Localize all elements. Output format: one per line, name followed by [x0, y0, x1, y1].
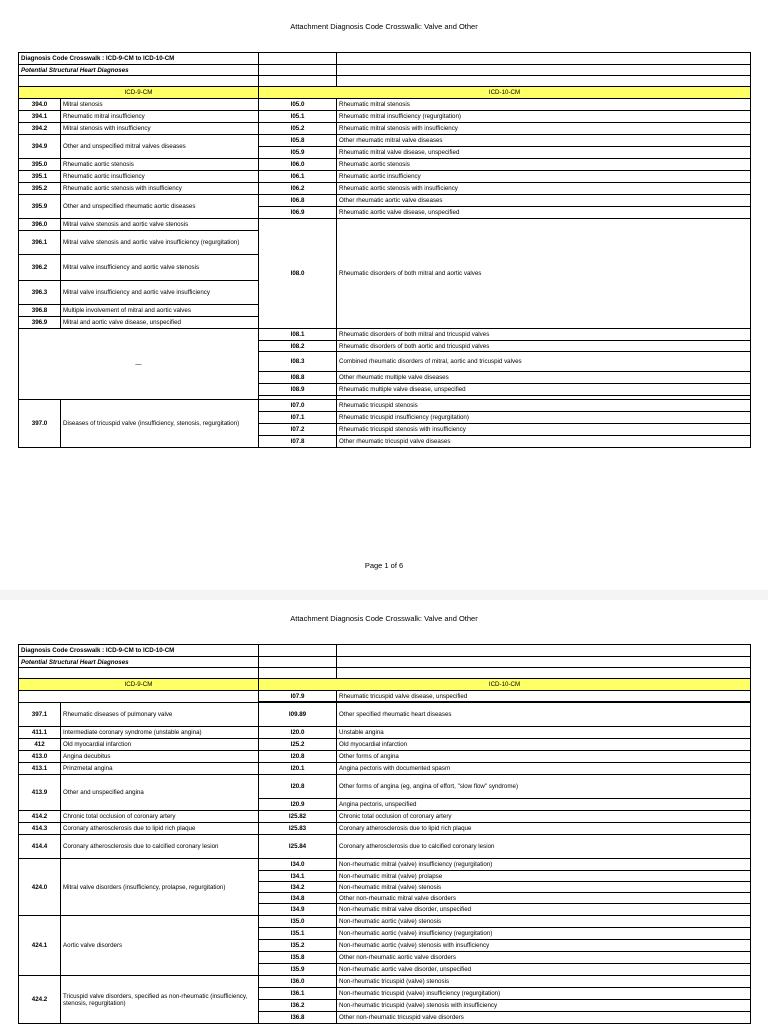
- table-row: [19, 329, 751, 341]
- icd10-code: I34.0: [259, 859, 337, 871]
- icd9-description: Coronary atherosclerosis due to lipid rich plaque: [61, 823, 259, 835]
- icd9-description: Rheumatic diseases of pulmonary valve: [61, 703, 259, 727]
- crosswalk-table-page-2: [18, 644, 751, 1024]
- table-row: [19, 823, 751, 835]
- table-row: [19, 811, 751, 823]
- icd10-code: I08.1: [259, 329, 337, 341]
- icd9-description: Mitral valve stenosis and aortic valve insufficiency (regurgitation): [61, 231, 259, 255]
- icd10-code: I35.9: [259, 964, 337, 976]
- no-icd9-equivalent: —: [19, 329, 259, 400]
- icd10-code: I08.0: [259, 219, 337, 329]
- icd10-description: Other specified rheumatic heart diseases: [337, 703, 751, 727]
- icd9-column-header: ICD-9-CM: [19, 679, 259, 691]
- page-number: Page 1 of 6: [364, 561, 404, 570]
- table-row: [19, 859, 751, 871]
- table-row: [19, 916, 751, 928]
- icd9-code: 396.0: [19, 219, 61, 231]
- icd9-code: 413.9: [19, 775, 61, 811]
- crosswalk-table-page-1: [18, 52, 751, 448]
- table-row: [19, 76, 751, 87]
- icd9-description: Mitral valve insufficiency and aortic valve insufficiency: [61, 281, 259, 305]
- icd10-description: Rheumatic aortic insufficiency: [337, 171, 751, 183]
- icd10-description: Non-rheumatic tricuspid (valve) stenosis with insufficiency: [337, 1000, 751, 1012]
- table-row: [19, 53, 751, 65]
- icd10-description: Rheumatic aortic valve disease, unspecified: [337, 207, 751, 219]
- table-row: [19, 739, 751, 751]
- icd10-description: Rheumatic tricuspid stenosis: [337, 400, 751, 412]
- icd10-code: I06.1: [259, 171, 337, 183]
- icd10-code: I05.9: [259, 147, 337, 159]
- icd10-description: Non-rheumatic mitral valve disorder, unspecified: [337, 904, 751, 916]
- page-2: [0, 600, 768, 1024]
- icd9-column-header: ICD-9-CM: [19, 87, 259, 99]
- icd9-description: Other and unspecified mitral valves diseases: [61, 135, 259, 159]
- icd10-description: Rheumatic mitral valve disease, unspecified: [337, 147, 751, 159]
- icd10-code: I06.8: [259, 195, 337, 207]
- table-row: [19, 751, 751, 763]
- icd10-code: I35.1: [259, 928, 337, 940]
- icd9-description: Mitral and aortic valve disease, unspecified: [61, 317, 259, 329]
- icd10-code: I34.1: [259, 871, 337, 882]
- table-row: [19, 159, 751, 171]
- icd9-code: 395.0: [19, 159, 61, 171]
- icd9-code: 414.3: [19, 823, 61, 835]
- icd10-code: I05.2: [259, 123, 337, 135]
- icd10-code: I20.0: [259, 727, 337, 739]
- icd10-code: I25.82: [259, 811, 337, 823]
- icd9-code: 396.3: [19, 281, 61, 305]
- table-row: [19, 976, 751, 988]
- icd9-description: Rheumatic aortic stenosis with insufficiency: [61, 183, 259, 195]
- icd9-code: 396.2: [19, 255, 61, 281]
- icd9-description: Coronary atherosclerosis due to calcified coronary lesion: [61, 835, 259, 859]
- icd9-code: 396.1: [19, 231, 61, 255]
- icd10-column-header: ICD-10-CM: [259, 679, 751, 691]
- icd10-code: I35.8: [259, 952, 337, 964]
- table-row: [19, 645, 751, 657]
- icd10-description: Old myocardial infarction: [337, 739, 751, 751]
- icd10-code: I08.2: [259, 341, 337, 352]
- icd10-code: I20.8: [259, 775, 337, 799]
- icd9-description: Aortic valve disorders: [61, 916, 259, 976]
- icd10-description: Rheumatic disorders of both aortic and tricuspid valves: [337, 341, 751, 352]
- icd10-code: I34.2: [259, 882, 337, 893]
- icd10-code: I06.2: [259, 183, 337, 195]
- icd9-description: Multiple involvement of mitral and aortic valves: [61, 305, 259, 317]
- icd9-description: Intermediate coronary syndrome (unstable angina): [61, 727, 259, 739]
- icd10-description: Chronic total occlusion of coronary artery: [337, 811, 751, 823]
- icd10-code: I09.89: [259, 703, 337, 727]
- icd10-description: Rheumatic tricuspid insufficiency (regurgitation): [337, 412, 751, 424]
- table-subtitle: Potential Structural Heart Diagnoses: [19, 657, 259, 668]
- icd9-description: Mitral valve disorders (insufficiency, prolapse, regurgitation): [61, 859, 259, 916]
- icd10-description: Rheumatic disorders of both mitral and tricuspid valves: [337, 329, 751, 341]
- icd9-code: 424.0: [19, 859, 61, 916]
- icd10-code: I07.2: [259, 424, 337, 436]
- icd10-description: Angina pectoris, unspecified: [337, 799, 751, 811]
- table-row: [19, 111, 751, 123]
- icd10-code: I05.1: [259, 111, 337, 123]
- icd9-code: 394.0: [19, 99, 61, 111]
- icd10-description: Other non-rheumatic tricuspid valve disorders: [337, 1012, 751, 1024]
- icd10-code: I07.0: [259, 400, 337, 412]
- table-row: [19, 691, 751, 702]
- icd9-code: 414.2: [19, 811, 61, 823]
- icd10-code: I07.1: [259, 412, 337, 424]
- table-subtitle: Potential Structural Heart Diagnoses: [19, 65, 259, 76]
- header-row: [19, 87, 751, 99]
- table-row: [19, 99, 751, 111]
- icd9-code: 395.2: [19, 183, 61, 195]
- icd10-description: Rheumatic mitral stenosis with insufficiency: [337, 123, 751, 135]
- icd9-description: Chronic total occlusion of coronary artery: [61, 811, 259, 823]
- icd9-code: 413.0: [19, 751, 61, 763]
- icd9-code: 413.1: [19, 763, 61, 775]
- icd10-description: Non-rheumatic aortic (valve) insufficiency (regurgitation): [337, 928, 751, 940]
- icd10-description: Other rheumatic tricuspid valve diseases: [337, 436, 751, 448]
- icd10-description: Rheumatic aortic stenosis with insufficiency: [337, 183, 751, 195]
- icd10-description: Coronary atherosclerosis due to lipid rich plaque: [337, 823, 751, 835]
- icd10-description: Rheumatic mitral insufficiency (regurgitation): [337, 111, 751, 123]
- icd10-description: Rheumatic aortic stenosis: [337, 159, 751, 171]
- table-row: [19, 183, 751, 195]
- icd10-description: Rheumatic multiple valve disease, unspecified: [337, 384, 751, 396]
- icd9-description: Tricuspid valve disorders, specified as non-rheumatic (insufficiency, stenosis, regurgitation): [61, 976, 259, 1024]
- icd10-code: I36.2: [259, 1000, 337, 1012]
- icd10-code: I36.8: [259, 1012, 337, 1024]
- icd9-description: Mitral stenosis: [61, 99, 259, 111]
- icd10-code: I34.9: [259, 904, 337, 916]
- icd9-description: Diseases of tricuspid valve (insufficiency, stenosis, regurgitation): [61, 400, 259, 448]
- icd10-description: Other non-rheumatic mitral valve disorders: [337, 893, 751, 904]
- icd10-description: Non-rheumatic aortic (valve) stenosis with insufficiency: [337, 940, 751, 952]
- icd10-description: Other rheumatic aortic valve diseases: [337, 195, 751, 207]
- icd9-code: 411.1: [19, 727, 61, 739]
- icd10-description: Non-rheumatic aortic valve disorder, unspecified: [337, 964, 751, 976]
- document-title: Attachment Diagnosis Code Crosswalk: Valve and Other: [290, 614, 478, 623]
- icd10-code: I07.8: [259, 436, 337, 448]
- icd9-description: Rheumatic aortic stenosis: [61, 159, 259, 171]
- icd10-description: Other forms of angina (eg, angina of effort, "slow flow" syndrome): [337, 775, 751, 799]
- icd10-description: Non-rheumatic mitral (valve) stenosis: [337, 882, 751, 893]
- icd9-description: Angina decubitus: [61, 751, 259, 763]
- table-row: [19, 135, 751, 147]
- table-row: [19, 171, 751, 183]
- icd10-code: I08.8: [259, 372, 337, 384]
- icd10-description: Other forms of angina: [337, 751, 751, 763]
- icd10-code: I20.1: [259, 763, 337, 775]
- icd10-code: I06.0: [259, 159, 337, 171]
- icd9-code: 397.0: [19, 400, 61, 448]
- table-row: [19, 668, 751, 679]
- table-row: [19, 400, 751, 412]
- icd10-code: I35.2: [259, 940, 337, 952]
- icd9-code: 397.1: [19, 703, 61, 727]
- icd10-description: Non-rheumatic mitral (valve) prolapse: [337, 871, 751, 882]
- icd10-column-header: ICD-10-CM: [259, 87, 751, 99]
- icd9-code: 424.2: [19, 976, 61, 1024]
- table-row: [19, 835, 751, 859]
- header-row: [19, 679, 751, 691]
- icd10-description: Non-rheumatic tricuspid (valve) stenosis: [337, 976, 751, 988]
- table-row: [19, 727, 751, 739]
- icd10-description: Rheumatic tricuspid valve disease, unspecified: [337, 691, 751, 702]
- page-separator: [0, 590, 768, 600]
- icd10-code: I35.0: [259, 916, 337, 928]
- icd10-code: I20.8: [259, 751, 337, 763]
- icd10-description: Other non-rheumatic aortic valve disorders: [337, 952, 751, 964]
- table-row: [19, 763, 751, 775]
- table-title: Diagnosis Code Crosswalk : ICD-9-CM to ICD-10-CM: [19, 645, 259, 657]
- icd10-code: I25.84: [259, 835, 337, 859]
- table-row: [19, 775, 751, 799]
- icd10-description: Unstable angina: [337, 727, 751, 739]
- icd10-description: Other rheumatic mitral valve diseases: [337, 135, 751, 147]
- icd9-code: 412: [19, 739, 61, 751]
- icd9-description: Mitral valve insufficiency and aortic valve stenosis: [61, 255, 259, 281]
- table-row: [19, 65, 751, 76]
- icd10-code: I34.8: [259, 893, 337, 904]
- icd10-code: I07.9: [259, 691, 337, 702]
- table-title: Diagnosis Code Crosswalk : ICD-9-CM to ICD-10-CM: [19, 53, 259, 65]
- icd10-code: I08.3: [259, 352, 337, 372]
- icd10-description: Rheumatic mitral stenosis: [337, 99, 751, 111]
- table-row: [19, 195, 751, 207]
- icd10-code: I08.9: [259, 384, 337, 396]
- icd10-description: Angina pectoris with documented spasm: [337, 763, 751, 775]
- icd10-description: Rheumatic disorders of both mitral and aortic valves: [337, 219, 751, 329]
- icd9-description: Mitral valve stenosis and aortic valve stenosis: [61, 219, 259, 231]
- icd10-code: I25.2: [259, 739, 337, 751]
- icd9-code: 414.4: [19, 835, 61, 859]
- icd9-code: 395.9: [19, 195, 61, 219]
- icd10-code: I36.1: [259, 988, 337, 1000]
- icd9-code: 396.8: [19, 305, 61, 317]
- icd10-code: I05.8: [259, 135, 337, 147]
- icd9-code: 394.2: [19, 123, 61, 135]
- icd10-description: Non-rheumatic mitral (valve) insufficiency (regurgitation): [337, 859, 751, 871]
- icd9-code: 424.1: [19, 916, 61, 976]
- icd10-code: I20.9: [259, 799, 337, 811]
- icd9-description: Other and unspecified angina: [61, 775, 259, 811]
- icd10-description: Non-rheumatic tricuspid (valve) insufficiency (regurgitation): [337, 988, 751, 1000]
- icd9-description: Prinzmetal angina: [61, 763, 259, 775]
- icd10-description: Non-rheumatic aortic (valve) stenosis: [337, 916, 751, 928]
- icd9-description: Old myocardial infarction: [61, 739, 259, 751]
- icd9-code: 395.1: [19, 171, 61, 183]
- icd10-description: Rheumatic tricuspid stenosis with insufficiency: [337, 424, 751, 436]
- table-row: [19, 219, 751, 231]
- icd9-code: 396.9: [19, 317, 61, 329]
- icd9-description: Rheumatic mitral insufficiency: [61, 111, 259, 123]
- icd9-code: 394.9: [19, 135, 61, 159]
- icd10-code: I36.0: [259, 976, 337, 988]
- icd10-description: Other rheumatic multiple valve diseases: [337, 372, 751, 384]
- table-row: [19, 703, 751, 727]
- icd10-description: Combined rheumatic disorders of mitral, aortic and tricuspid valves: [337, 352, 751, 372]
- icd10-description: Coronary atherosclerosis due to calcified coronary lesion: [337, 835, 751, 859]
- icd9-description: Other and unspecified rheumatic aortic diseases: [61, 195, 259, 219]
- icd10-code: I05.0: [259, 99, 337, 111]
- icd9-description: Rheumatic aortic insufficiency: [61, 171, 259, 183]
- icd10-code: I06.9: [259, 207, 337, 219]
- icd9-code: 394.1: [19, 111, 61, 123]
- icd9-description: Mitral stenosis with insufficiency: [61, 123, 259, 135]
- table-row: [19, 657, 751, 668]
- table-row: [19, 123, 751, 135]
- icd10-code: I25.83: [259, 823, 337, 835]
- document-title: Attachment Diagnosis Code Crosswalk: Valve and Other: [290, 22, 478, 31]
